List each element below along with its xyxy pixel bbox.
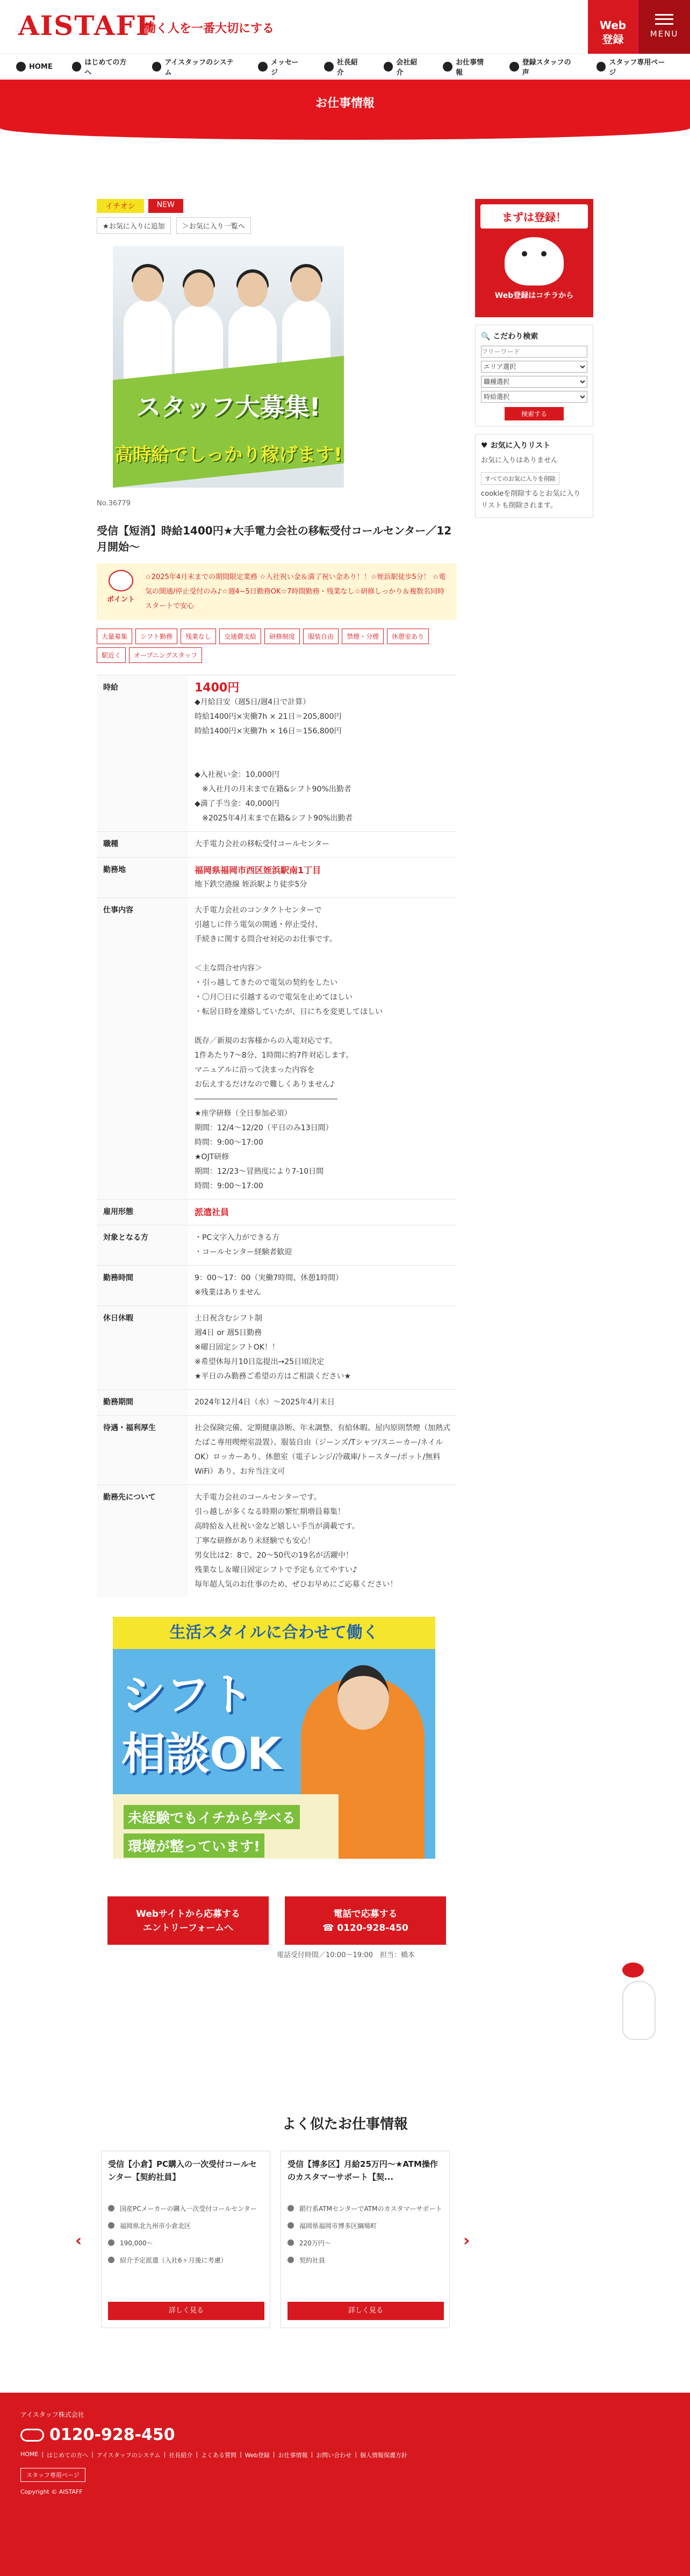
feature-chip: 禁煙・分煙 — [342, 629, 384, 644]
campaign-tag: イチオシ — [97, 199, 144, 213]
job-main-image — [113, 246, 344, 488]
point-label: ポイント — [106, 596, 135, 604]
table-row: 勤務地 福岡県福岡市西区姪浜駅南1丁目 地下鉄空港線 姪浜駅より徒歩5分 — [97, 858, 457, 898]
table-row: 時給 1400円 ◆月給目安（週5日/週4日で計算） 時給1400円×実働7h × 21日＝205,800円 時給1400円×実働7h × 16日＝156,800円 ◆入社祝い金：10,000円 ※入社月の月末まで在籍&シフト90%出勤者 ◆満了手当金：40,000円 ※2025年4月末まで在籍&シフト90%出勤者 — [97, 675, 457, 832]
table-row: 勤務期間 2024年12月4日（水）～2025年4月末日 — [97, 1390, 457, 1416]
add-favorite-button[interactable]: ★お気に入りに追加 — [97, 217, 171, 234]
phone-hours-note: 電話受付時間／10:00～19:00 担当：橋本 — [277, 1951, 415, 1959]
search-box: 🔍 こだわり検索 フリーワード エリア選択 職種選択 時給選択 検索する — [475, 325, 593, 426]
footer-link[interactable]: よくある質問 — [201, 2452, 237, 2459]
phone-apply-button[interactable]: 電話で応募する ☎ 0120-928-450 — [285, 1896, 446, 1945]
sidebar-register-banner[interactable]: まずは登録！ Web登録はコチラから — [475, 199, 593, 317]
table-row: 対象となる方 ・PC文字入力ができる方 ・コールセンター経験者歓迎 — [97, 1225, 457, 1266]
bear-mascot-icon — [109, 570, 133, 591]
nav-home[interactable]: HOME — [16, 62, 53, 72]
menu-button[interactable]: MENU — [638, 0, 690, 54]
sidebar — [475, 199, 593, 518]
similar-jobs — [0, 2113, 690, 2315]
footer-link[interactable]: 社長紹介 — [169, 2452, 193, 2459]
voice-icon — [509, 62, 519, 72]
point-box — [97, 563, 457, 620]
feature-chip: 残業なし — [181, 629, 216, 644]
hamburger-icon — [655, 14, 673, 25]
gear-icon — [152, 62, 162, 72]
nav-message[interactable]: メッセージ — [258, 56, 305, 77]
home-icon — [16, 62, 26, 72]
bear-mascot-icon — [622, 1981, 656, 2040]
staff-page-button[interactable]: スタッフ専用ページ — [20, 2468, 85, 2482]
image-subheadline: 高時給でしっかり稼げます! — [114, 444, 342, 466]
nav-system[interactable]: アイスタッフのシステム — [152, 56, 239, 77]
job-title: 受信【短消】時給1400円★大手電力会社の移転受付コールセンター／12月開始～ — [97, 524, 452, 553]
employment-type: 派遣社員 — [195, 1207, 229, 1217]
heart-icon: ♥ — [481, 441, 491, 450]
global-nav — [0, 54, 690, 80]
nav-jobs[interactable]: お仕事情報 — [443, 56, 490, 77]
favorite-list-link[interactable]: ＞お気に入り一覧へ — [176, 217, 251, 234]
feature-chip: 休憩室あり — [387, 629, 429, 644]
bear-mascot-icon — [505, 237, 564, 286]
page-banner — [0, 80, 690, 128]
search-icon: 🔍 — [481, 332, 493, 341]
keyword-input[interactable] — [481, 346, 587, 358]
chat-icon — [258, 62, 268, 72]
building-icon — [384, 62, 393, 72]
phone-icon: ☎ — [322, 1923, 337, 1933]
job-detail — [97, 199, 457, 1959]
site-header — [0, 0, 690, 54]
feature-chip: 服装自由 — [303, 629, 339, 644]
footer-link[interactable]: アイスタッフのシステム — [96, 2452, 161, 2459]
job-number: No.36779 — [97, 499, 131, 508]
search-button[interactable]: 検索する — [505, 407, 564, 420]
footer-link[interactable]: お問い合わせ — [316, 2452, 352, 2459]
company-name: アイスタッフ株式会社 — [20, 2411, 84, 2418]
table-row: 仕事内容 大手電力会社のコンタクトセンターで 引越しに伴う電気の開通・停止受付、 手続きに関する問合せ対応のお仕事です。 ＜主な問合せ内容＞ ・引っ越してきたので電気の契約をしたい ・〇月〇日に引越するので電気を止めてほしい ・転居日時を連絡していたが、日にちを変更してほしい 既存／新規のお客様からの入電対応です。 1件あたり7～8分、1時間に約7件対応します。 マニュアルに沿って決まった内容を お伝えするだけなので難しくありません♪ ――――――――――――――――――― ★座学研修（全日参加必須） 期間：12/4～12/20（平日のみ13日間） 時間：9:00～17:00 ★OJT研修 期間：12/23～冒熱度により7-10日間 時間：9:00～17:00 — [97, 898, 457, 1200]
copyright: Copyright © AISTAFF — [20, 2488, 83, 2495]
job-select[interactable] — [481, 376, 587, 388]
section-title: よく似たお仕事情報 — [282, 2116, 408, 2132]
nav-company[interactable]: 会社紹介 — [384, 56, 424, 77]
table-row: 勤務先について 大手電力会社のコールセンターです。 引っ越しが多くなる時期の繁忙期増員募集！ 高時給＆入社祝い金など嬉しい手当が満載です。 丁寧な研修があり未経験でも安心！ 男女比は2：8で、20～50代の19名が活躍中！ 残業なし＆曜日固定シフトで予定も立てやすい♪ 毎年超人気のお仕事のため、ぜひお早めにご応募ください！ — [97, 1485, 457, 1598]
image-headline: スタッフ大募集! — [136, 393, 321, 422]
free-dial-icon — [20, 2429, 44, 2442]
detail-button[interactable]: 詳しく見る — [108, 2302, 264, 2320]
web-register-button[interactable]: Web 登録 — [588, 0, 638, 54]
location-value: 福岡県福岡市西区姪浜駅南1丁目 — [195, 865, 321, 875]
wage-select[interactable] — [481, 391, 587, 403]
similar-job-card[interactable]: 受信【博多区】月給25万円～★ATM操作のカスタマーサポート【契... 銀行系ATMセンターでATMのカスタマーサポート 福岡県福岡市博多区綱場町 220万円～ 契約社員 詳しく見る — [281, 2151, 450, 2328]
feature-chip: 交通費支給 — [219, 629, 261, 644]
page-title: お仕事情報 — [315, 97, 375, 110]
clear-favorites-button[interactable]: すべてのお気に入りを削除 — [481, 472, 559, 485]
web-apply-button[interactable]: Webサイトから応募する エントリーフォームへ — [107, 1896, 269, 1945]
detail-button[interactable]: 詳しく見る — [288, 2302, 444, 2320]
feature-chip: 駅近く — [97, 647, 126, 663]
job-detail-table — [97, 675, 457, 1597]
table-row: 休日休暇 土日祝含むシフト制 週4日 or 週5日勤務 ※曜日固定シフトOK！！ ※希望休毎月10日迄提出→25日頃決定 ★平日のみ勤務ご希望の方はご相談ください★ — [97, 1306, 457, 1390]
nav-beginners[interactable]: はじめての方へ — [72, 56, 133, 77]
wage-value: 1400円 — [195, 681, 240, 695]
feature-chip: シフト勤務 — [135, 629, 177, 644]
next-arrow-icon[interactable]: › — [463, 2231, 470, 2250]
tagline: 働く人を一番大切にする — [144, 22, 275, 35]
table-row: 勤務時間 9：00～17：00（実働7時間、休憩1時間） ※残業はありません — [97, 1266, 457, 1306]
table-row: 職種 大手電力会社の移転受付コールセンター — [97, 832, 457, 858]
speech-bubble-icon — [622, 1963, 644, 1978]
footer-link[interactable]: HOME — [20, 2451, 39, 2458]
feature-chip: 研修制度 — [264, 629, 300, 644]
table-row: 雇用形態 派遣社員 — [97, 1200, 457, 1225]
footer-phone[interactable]: 0120-928-450 — [20, 2425, 670, 2444]
beginner-icon — [72, 62, 82, 72]
footer-link[interactable]: Web登録 — [245, 2452, 270, 2459]
footer-links: HOME | はじめての方へ | アイスタッフのシステム | 社長紹介 | よくある質問 | Web登録 | お仕事情報 | お問い合わせ | 個人情報保護方針 — [20, 2451, 407, 2459]
prev-arrow-icon[interactable]: ‹ — [75, 2231, 82, 2250]
footer-link[interactable]: はじめての方へ — [47, 2452, 89, 2459]
lock-icon — [596, 62, 606, 72]
similar-job-card[interactable]: 受信【小倉】PC購入の一次受付コールセンター【契約社員】 国産PCメーカーの購入一次受付コールセンター 福岡県北九州市小倉北区 190,000～ 紹介予定派遣（入社6ヶ月後に考慮） 詳しく見る — [101, 2151, 270, 2328]
nav-staff-page[interactable]: スタッフ専用ページ — [596, 56, 671, 77]
feature-chips — [97, 629, 457, 663]
footer-link[interactable]: お仕事情報 — [278, 2452, 308, 2459]
nav-president[interactable]: 社長紹介 — [324, 56, 364, 77]
point-text: ☆2025年4月末までの期間限定業務 ☆入社祝い金＆満了祝い金あり！！☆姪浜駅徒歩5分！ ☆電気の開通/停止受付のみ♪☆週4~5日勤務OK☆7時間勤務・残業なし☆研修しっかり＆複数名同時スタートで安心 — [145, 573, 446, 610]
new-tag: NEW — [148, 199, 183, 213]
site-footer — [0, 2393, 690, 2576]
shift-banner-image: 生活スタイルに合わせて働く シフト 相談OK 未経験でもイチから学べる 環境が整っています! — [113, 1617, 435, 1859]
nav-voices[interactable]: 登録スタッフの声 — [509, 56, 577, 77]
feature-chip: 大量募集 — [97, 629, 132, 644]
person-icon — [324, 62, 334, 72]
area-select[interactable] — [481, 361, 587, 373]
briefcase-icon — [443, 62, 452, 72]
feature-chip: オープニングスタッフ — [129, 647, 202, 663]
favorites-box: ♥ お気に入りリスト お気に入りはありません すべてのお気に入りを削除 cookieを削除するとお気に入りリストも削除されます。 — [475, 434, 593, 518]
table-row: 待遇・福利厚生 社会保険完備、定期健康診断、年末調整、有給休暇、屋内原則禁煙（加熱式たばこ専用喫煙室設置）、服装自由（ジーンズ/Tシャツ/スニーカー/ネイルOK）ロッカーあり、休憩室（電子レンジ/冷蔵庫/トースター/ポット/無料WiFi）あり、お弁当注文可 — [97, 1416, 457, 1485]
logo[interactable]: AISTAFF — [18, 10, 156, 41]
floating-mascot[interactable] — [622, 1963, 665, 2043]
footer-link[interactable]: 個人情報保護方針 — [360, 2452, 407, 2459]
